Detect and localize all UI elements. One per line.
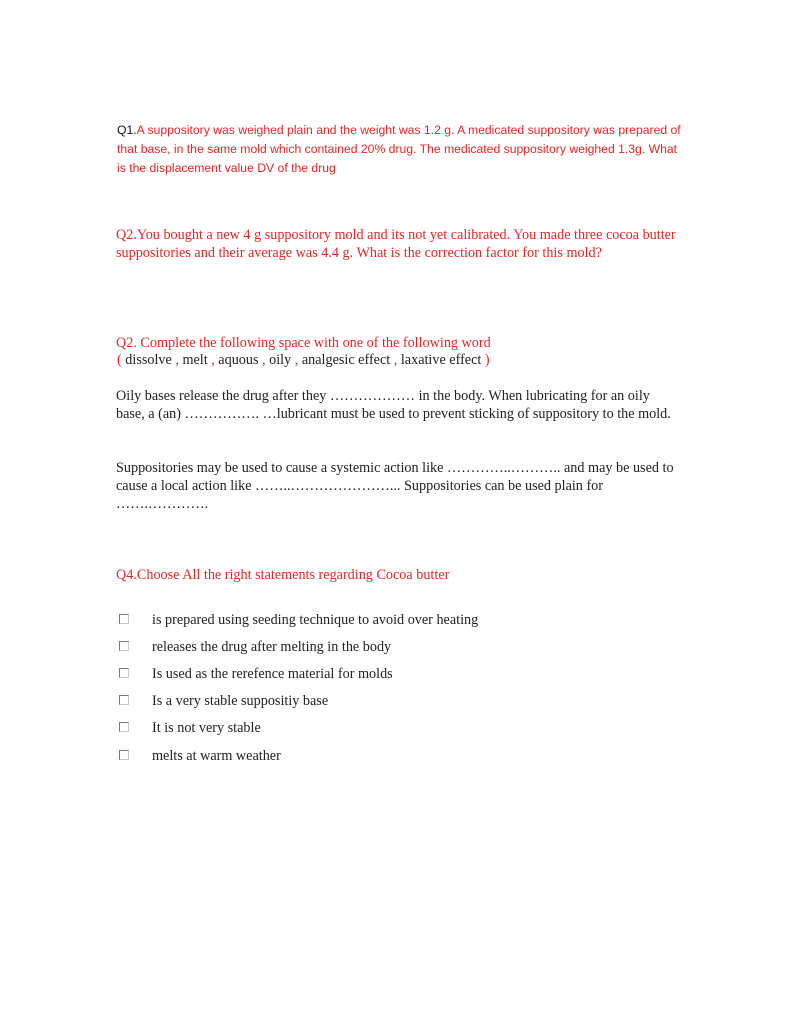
choice-label: Is used as the rerefence material for molds: [152, 665, 393, 682]
fill-in-paragraph-1: Oily bases release the drug after they ……………… in the body. When lubricating for an oily base, a (an) ……………. …lubricant must be used to prevent sticking of suppository to the mold.: [116, 388, 671, 422]
choice-item: [119, 688, 478, 715]
choice-label: Is a very stable suppositiy base: [152, 693, 329, 710]
word-separator: ,: [171, 352, 183, 368]
checkbox[interactable]: [119, 722, 129, 732]
choice-item: [119, 633, 478, 660]
word-option: aquous: [218, 352, 259, 368]
question-1-number: Q1.: [117, 123, 137, 137]
word-option: melt: [182, 352, 208, 368]
choice-item: [119, 606, 478, 633]
word-option: dissolve: [125, 352, 172, 368]
checkbox[interactable]: [119, 614, 129, 624]
question-2: Q2.You bought a new 4 g suppository mold and its not yet calibrated. You made three cocoa butter suppositories and their average was 4.4 g. What is the correction factor for this mold?: [116, 227, 676, 262]
word-option: analgesic effect: [301, 352, 391, 368]
word-bank: [117, 351, 677, 369]
word-bank-open-paren: (: [117, 352, 126, 368]
word-separator: ,: [258, 352, 270, 368]
word-separator: ,: [291, 352, 302, 368]
checkbox[interactable]: [119, 695, 129, 705]
checkbox[interactable]: [119, 750, 129, 760]
fill-in-paragraph-2: Suppositories may be used to cause a systemic action like …………..……….. and may be used to cause a local action like ……..…………………... Suppositories can be used plain for …….………….: [116, 460, 674, 512]
word-bank-close-paren: ): [481, 352, 490, 368]
choice-label: releases the drug after melting in the body: [152, 638, 392, 655]
choice-label: It is not very stable: [152, 720, 261, 737]
choice-label: melts at warm weather: [152, 747, 281, 764]
checkbox[interactable]: [119, 668, 129, 678]
question-3-title: Q2. Complete the following space with one of the following word: [116, 335, 491, 351]
question-1-text: A suppository was weighed plain and the weight was 1.2 g. A medicated suppository was prepared of that base, in the same mold which contained 20% drug. The medicated suppository weighed 1.3g. What is the displacement value DV of the drug: [117, 123, 681, 175]
choice-item: [119, 660, 478, 687]
choice-list: [119, 606, 478, 769]
word-option: oily: [269, 352, 292, 368]
choice-item: [119, 742, 478, 769]
choice-label: is prepared using seeding technique to avoid over heating: [152, 611, 479, 628]
word-option: laxative effect: [400, 352, 482, 368]
checkbox[interactable]: [119, 641, 129, 651]
choice-item: [119, 715, 478, 742]
question-4-title: Q4.Choose All the right statements regarding Cocoa butter: [116, 567, 450, 583]
question-1: [117, 121, 682, 177]
word-separator: ,: [207, 352, 219, 368]
word-separator: ,: [390, 352, 401, 368]
